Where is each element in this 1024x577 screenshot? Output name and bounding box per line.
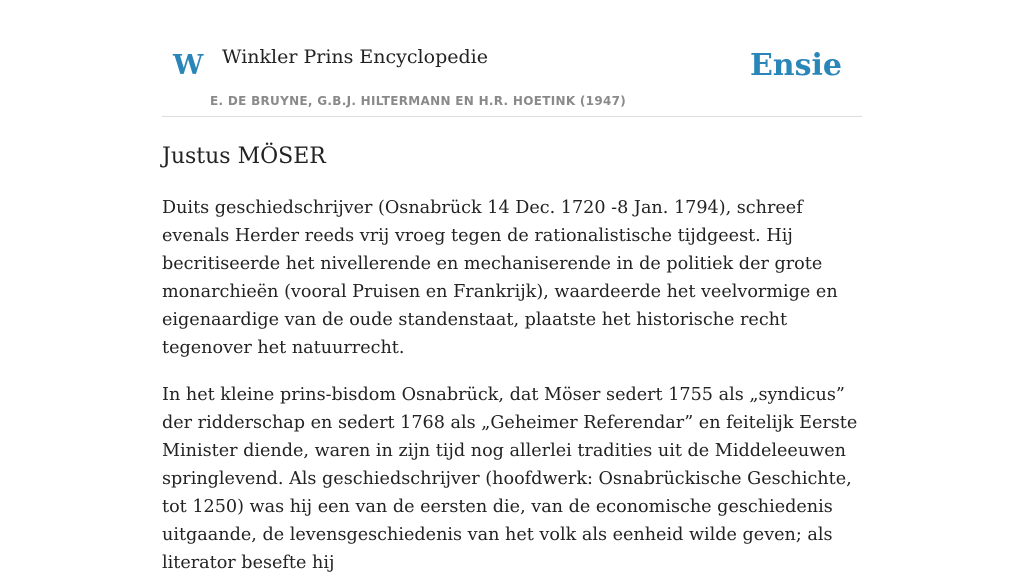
winkler-prins-logo-icon[interactable]: W xyxy=(173,50,204,81)
ensie-brand-link[interactable]: Ensie xyxy=(749,48,842,83)
article-paragraph: Duits geschiedschrijver (Osnabrück 14 Dec. 1720 -8 Jan. 1794), schreef evenals Herder reeds vrij vroeg tegen de rationalistische tijdgeest. Hij becritiseerde het nivellerende en mechaniserende in de politiek der grote monarchieën (vooral Pruisen en Frankrijk), waardeerde het veelvormige en eigenaardige van de oude standenstaat, plaatste het historische recht tegenover het natuurrecht. xyxy=(162,198,838,359)
publication-title: Winkler Prins Encyclopedie xyxy=(222,46,488,68)
publication-header xyxy=(162,0,862,117)
article-title: Justus MÖSER xyxy=(162,144,326,169)
article-paragraph: In het kleine prins-bisdom Osnabrück, dat Möser sedert 1755 als „syndicus” der ridderschap en sedert 1768 als „Geheimer Referendar” en feitelijk Eerste Minister diende, waren in zijn tijd nog allerlei tradities uit de Middeleeuwen springlevend. Als geschiedschrijver (hoofdwerk: Osnabrückische Geschichte, tot 1250) was hij een van de eersten die, van de economische geschiedenis uitgaande, de levensgeschiedenis van het volk als eenheid wilde geven; als literator besefte hij xyxy=(162,385,858,574)
content-container xyxy=(162,0,862,577)
publication-authors: E. DE BRUYNE, G.B.J. HILTERMANN EN H.R. HOETINK (1947) xyxy=(210,94,627,108)
